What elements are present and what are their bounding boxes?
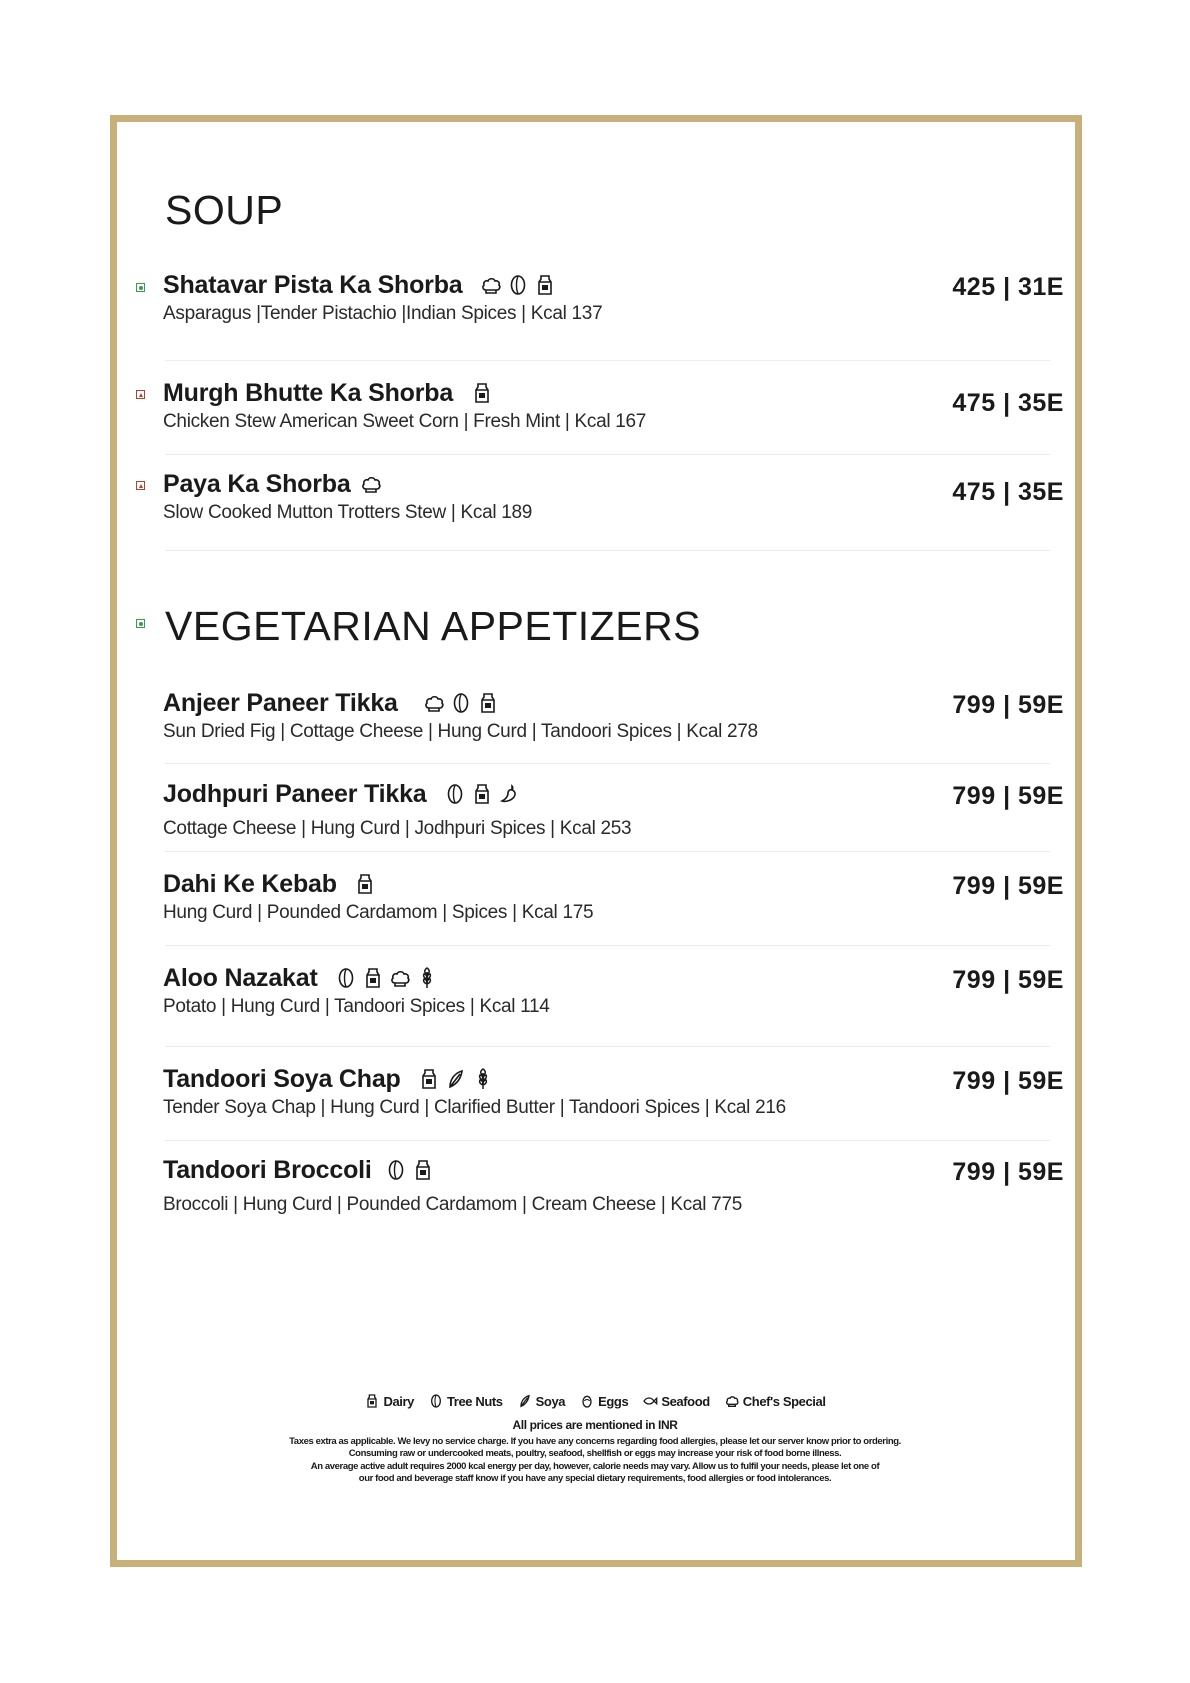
menu-item[interactable] (163, 688, 1064, 744)
legend-item-tree-nuts (428, 1393, 503, 1409)
footer-disclaimer-line-3: An average active adult requires 2000 kcal energy per day, however, calorie needs may vary. Allow us to fulfil your needs, please let one of (310, 1461, 880, 1472)
eggs-icon (579, 1393, 595, 1409)
item-price: 799 | 59E (952, 1158, 1064, 1186)
legend-item-seafood (642, 1393, 709, 1409)
chefs-special-icon (388, 966, 412, 990)
legend-label: Soya (535, 1393, 566, 1409)
dairy-icon (417, 1067, 441, 1091)
chefs-special-icon (359, 472, 383, 496)
allergen-icons (384, 1158, 435, 1182)
allergen-icons (353, 872, 377, 896)
item-price: 799 | 59E (952, 691, 1064, 719)
item-divider (165, 1046, 1050, 1047)
wheat-icon (415, 966, 439, 990)
menu-item[interactable] (163, 1064, 1064, 1120)
footer-disclaimer-line-1: Taxes extra as applicable. We levy no service charge. If you have any concerns regarding food allergies, please let our server know prior to ordering. (289, 1436, 901, 1447)
item-divider (165, 851, 1050, 852)
item-price: 799 | 59E (952, 1067, 1064, 1095)
allergen-icons (479, 273, 557, 297)
item-divider (165, 763, 1050, 764)
item-divider (165, 360, 1050, 361)
dairy-icon (470, 782, 494, 806)
item-description: Hung Curd | Pounded Cardamom | Spices | Kcal 175 (163, 902, 594, 923)
legend-label: Tree Nuts (446, 1393, 503, 1409)
item-description: Potato | Hung Curd | Tandoori Spices | Kcal 114 (163, 996, 550, 1017)
prices-note: All prices are mentioned in INR (512, 1418, 678, 1432)
dairy-icon (476, 691, 500, 715)
legend-label: Chef's Special (742, 1393, 826, 1409)
tree-nuts-icon (334, 966, 358, 990)
chefs-special-icon (479, 273, 503, 297)
footer-disclaimer-line-2: Consuming raw or undercooked meats, poultry, seafood, shellfish or eggs may increase your risk of food borne illness. (348, 1448, 842, 1459)
menu-border-frame (110, 115, 1082, 1567)
item-name: Tandoori Broccoli (163, 1156, 372, 1184)
item-description: Sun Dried Fig | Cottage Cheese | Hung Curd | Tandoori Spices | Kcal 278 (163, 721, 758, 742)
item-divider (165, 550, 1050, 551)
dairy-icon (470, 381, 494, 405)
item-price: 425 | 31E (952, 273, 1064, 301)
allergen-icons (359, 472, 383, 496)
item-price: 799 | 59E (952, 966, 1064, 994)
allergen-icons (334, 966, 439, 990)
item-description: Chicken Stew American Sweet Corn | Fresh Mint | Kcal 167 (163, 411, 647, 432)
item-price: 475 | 35E (952, 478, 1064, 506)
menu-item[interactable] (163, 469, 1064, 525)
section-title-veg-appetizers: VEGETARIAN APPETIZERS (165, 603, 702, 649)
menu-item[interactable] (163, 779, 1064, 841)
item-description: Slow Cooked Mutton Trotters Stew | Kcal 189 (163, 502, 533, 523)
item-name: Tandoori Soya Chap (163, 1065, 401, 1093)
legend-item-chefs-special (724, 1393, 826, 1409)
item-divider (165, 1140, 1050, 1141)
section-title-soup: SOUP (165, 187, 284, 233)
legend-item-dairy (364, 1393, 414, 1409)
menu-item[interactable] (163, 963, 1064, 1019)
chefs-special-icon (422, 691, 446, 715)
item-name: Paya Ka Shorba (163, 470, 351, 498)
tree-nuts-icon (506, 273, 530, 297)
item-divider (165, 454, 1050, 455)
tree-nuts-icon (443, 782, 467, 806)
dairy-icon (533, 273, 557, 297)
soya-icon (444, 1067, 468, 1091)
legend-item-soya (517, 1393, 565, 1409)
allergen-icons (417, 1067, 495, 1091)
footer-disclaimer-line-4: our food and beverage staff know if you have any special dietary requirements, food allergies or food intolerances. (358, 1473, 832, 1484)
legend-label: Eggs (598, 1393, 629, 1409)
allergen-icons (443, 782, 521, 806)
tree-nuts-icon (428, 1393, 444, 1409)
chefs-special-icon (724, 1393, 740, 1409)
item-name: Murgh Bhutte Ka Shorba (163, 379, 454, 407)
allergen-icons (422, 691, 500, 715)
item-divider (165, 945, 1050, 946)
non-veg-indicator-icon (136, 390, 145, 399)
dairy-icon (364, 1393, 380, 1409)
item-description: Cottage Cheese | Hung Curd | Jodhpuri Spices | Kcal 253 (163, 818, 632, 839)
seafood-icon (642, 1393, 658, 1409)
soya-icon (517, 1393, 533, 1409)
item-name: Aloo Nazakat (163, 964, 318, 992)
menu-item[interactable] (163, 270, 1064, 326)
tree-nuts-icon (384, 1158, 408, 1182)
item-price: 799 | 59E (952, 872, 1064, 900)
item-name: Jodhpuri Paneer Tikka (163, 780, 427, 808)
menu-item[interactable] (163, 378, 1064, 434)
tree-nuts-icon (449, 691, 473, 715)
item-name: Anjeer Paneer Tikka (163, 689, 398, 717)
dairy-icon (353, 872, 377, 896)
legend-label: Dairy (383, 1393, 414, 1409)
item-description: Asparagus |Tender Pistachio |Indian Spices | Kcal 137 (163, 303, 603, 324)
chili-icon (497, 782, 521, 806)
non-veg-indicator-icon (136, 481, 145, 490)
allergen-legend (0, 1393, 1190, 1409)
wheat-icon (471, 1067, 495, 1091)
item-description: Broccoli | Hung Curd | Pounded Cardamom | Cream Cheese | Kcal 775 (163, 1194, 742, 1215)
item-price: 475 | 35E (952, 389, 1064, 417)
dairy-icon (361, 966, 385, 990)
menu-item[interactable] (163, 869, 1064, 925)
veg-indicator-icon (136, 619, 145, 628)
item-name: Shatavar Pista Ka Shorba (163, 271, 463, 299)
item-name: Dahi Ke Kebab (163, 870, 337, 898)
item-price: 799 | 59E (952, 782, 1064, 810)
legend-label: Seafood (661, 1393, 710, 1409)
legend-item-eggs (579, 1393, 628, 1409)
menu-item[interactable] (163, 1155, 1064, 1217)
veg-indicator-icon (136, 283, 145, 292)
item-description: Tender Soya Chap | Hung Curd | Clarified Butter | Tandoori Spices | Kcal 216 (163, 1097, 786, 1118)
dairy-icon (411, 1158, 435, 1182)
allergen-icons (470, 381, 494, 405)
